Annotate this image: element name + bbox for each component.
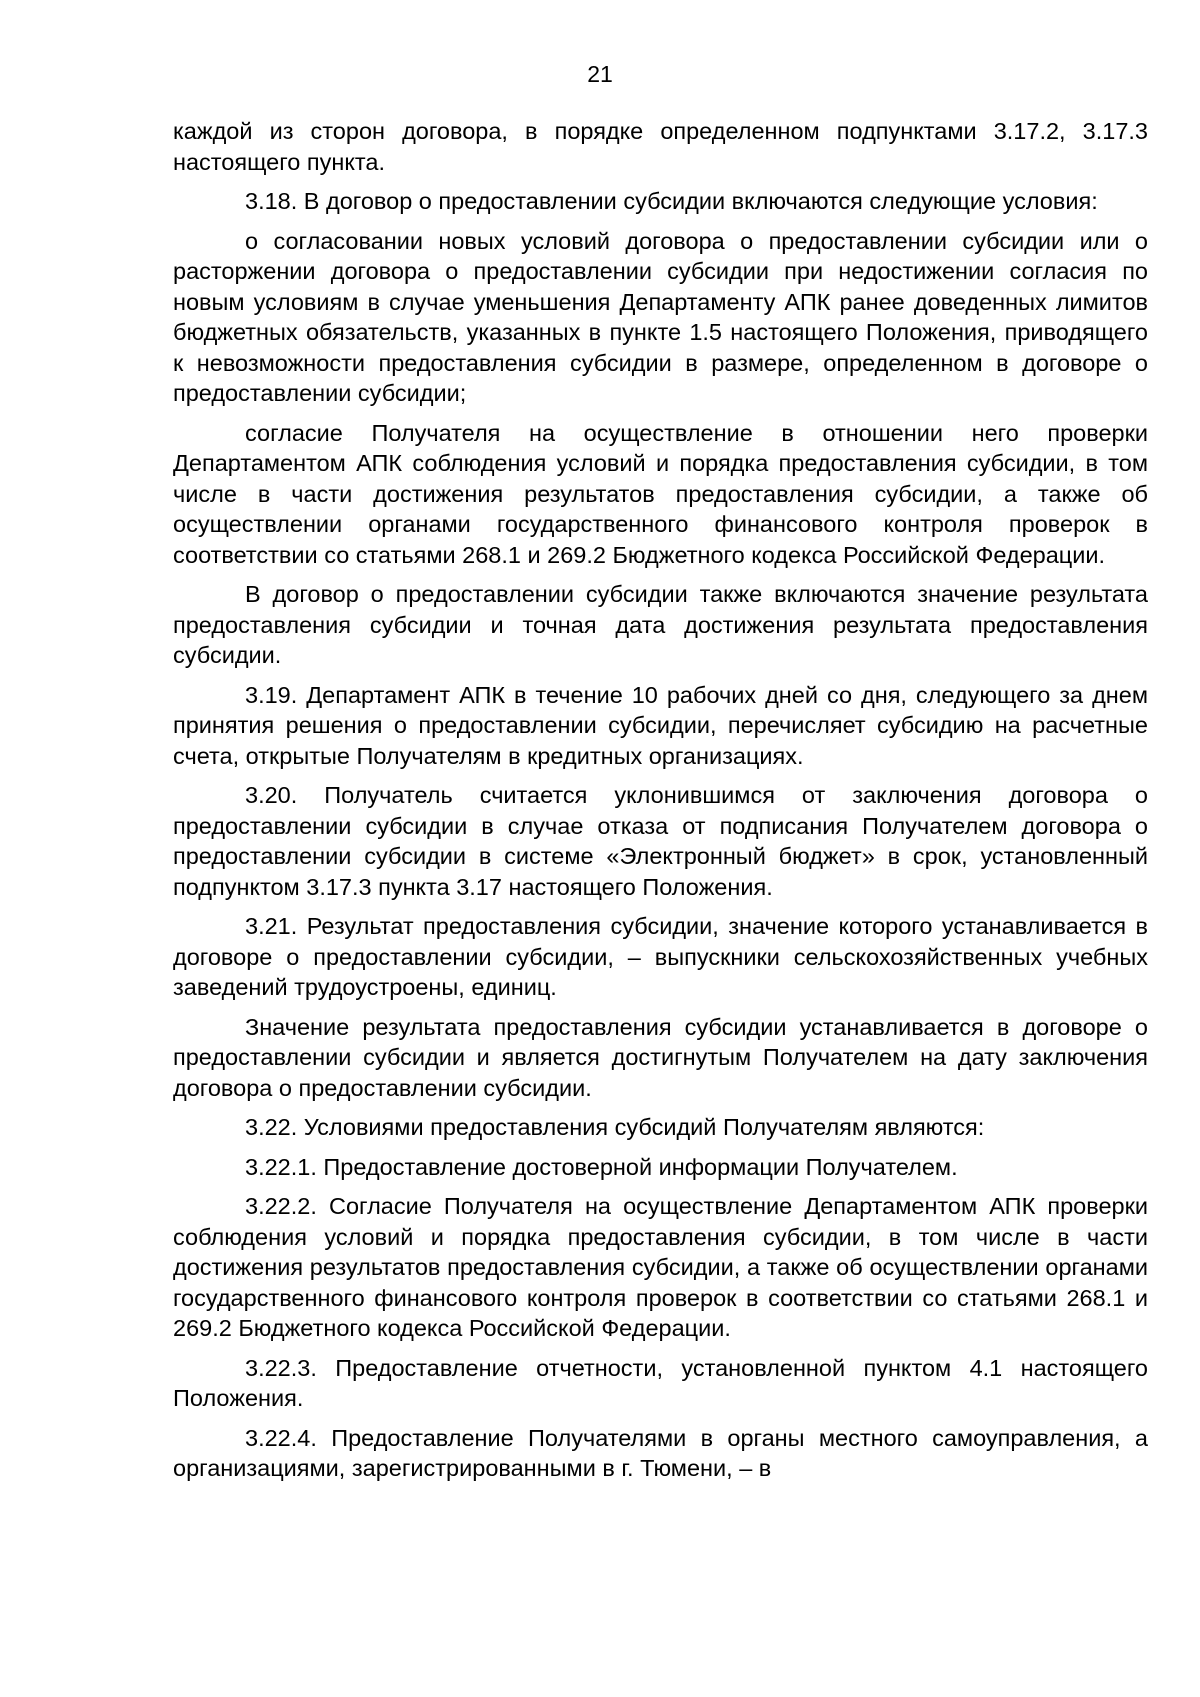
paragraph-3-21: 3.21. Результат предоставления субсидии, значение которого устанавливается в договоре о предоставлении субсидии, – выпускники сельскохозяйственных учебных заведений трудоустроены, единиц. (173, 913, 1148, 1000)
paragraph-continuation: каждой из сторон договора, в порядке определенном подпунктами 3.17.2, 3.17.3 настоящего пункта. (173, 118, 1148, 175)
paragraph-3-20: 3.20. Получатель считается уклонившимся от заключения договора о предоставлении субсидии в случае отказа от подписания Получателем договора о предоставлении субсидии в системе «Электронный бюджет» в срок, установленный подпунктом 3.17.3 пункта 3.17 настоящего Положения. (173, 782, 1148, 900)
page-number: 21 (587, 61, 613, 87)
paragraph-3-19: 3.19. Департамент АПК в течение 10 рабочих дней со дня, следующего за днем принятия решения о предоставлении субсидии, перечисляет субсидию на расчетные счета, открытые Получателям в кредитных организациях. (173, 681, 1148, 769)
paragraph-result-achieved: Значение результата предоставления субсидии устанавливается в договоре о предоставлении субсидии и является достигнутым Получателем на дату заключения договора о предоставлении субсидии. (173, 1013, 1148, 1101)
paragraph-3-22: 3.22. Условиями предоставления субсидий Получателям являются: (245, 1114, 985, 1140)
document-body (173, 116, 1148, 1493)
paragraph-3-22-3: 3.22.3. Предоставление отчетности, установленной пунктом 4.1 настоящего Положения. (173, 1354, 1148, 1411)
paragraph-3-22-1: 3.22.1. Предоставление достоверной информации Получателем. (245, 1153, 958, 1180)
paragraph-result-value: В договор о предоставлении субсидии также включаются значение результата предоставления субсидии и точная дата достижения результата предоставления субсидии. (173, 581, 1148, 668)
paragraph-3-22-4: 3.22.4. Предоставление Получателями в органы местного самоуправления, а организациями, зарегистрированными в г. Тюмени, – в (173, 1424, 1148, 1481)
paragraph-3-18: 3.18. В договор о предоставлении субсидии включаются следующие условия: (245, 188, 1098, 214)
paragraph-condition-consent: согласие Получателя на осуществление в отношении него проверки Департаментом АПК соблюдения условий и порядка предоставления субсидии, в том числе в части достижения результатов предоставления субсидии, а также об осуществлении органами государственного финансового контроля проверок в соответствии со статьями 268.1 и 269.2 Бюджетного кодекса Российской Федерации. (173, 419, 1148, 568)
paragraph-condition-agreement: о согласовании новых условий договора о предоставлении субсидии или о расторжении договора о предоставлении субсидии при недостижении согласия по новым условиям в случае уменьшения Департаменту АПК ранее доведенных лимитов бюджетных обязательств, указанных в пункте 1.5 настоящего Положения, приводящего к невозможности предоставления субсидии в размере, определенном в договоре о предоставлении субсидии; (173, 227, 1148, 406)
paragraph-3-22-2: 3.22.2. Согласие Получателя на осуществление Департаментом АПК проверки соблюдения условий и порядка предоставления субсидии, в том числе в части достижения результатов предоставления субсидии, а также об осуществлении органами государственного финансового контроля проверок в соответствии со статьями 268.1 и 269.2 Бюджетного кодекса Российской Федерации. (173, 1193, 1148, 1341)
